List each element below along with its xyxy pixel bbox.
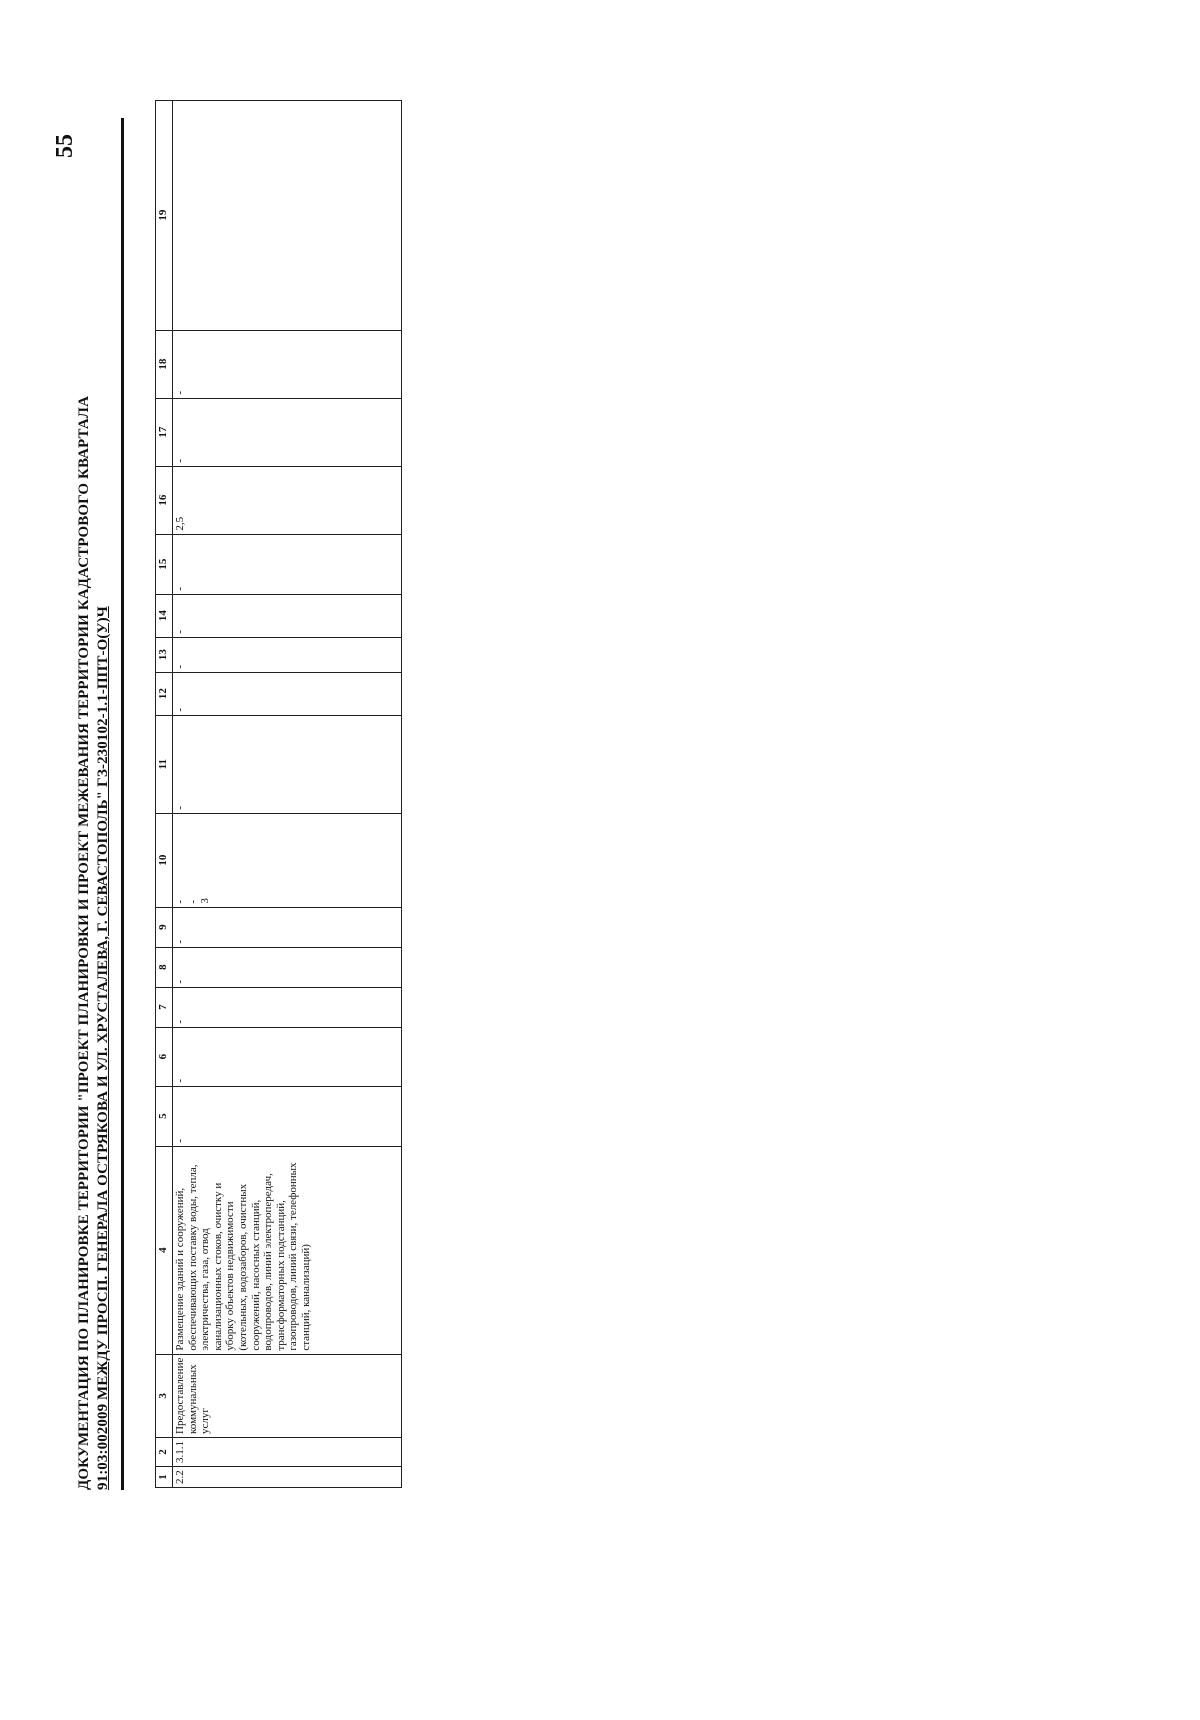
header-line-1: ДОКУМЕНТАЦИЯ ПО ПЛАНИРОВКЕ ТЕРРИТОРИИ "ПРОЕКТ ПЛАНИРОВКИ И ПРОЕКТ МЕЖЕВАНИЯ ТЕРРИТОРИИ КАДАСТРОВОГО КВАРТАЛА <box>76 396 92 1490</box>
cell-row-number: 2.2 <box>173 1467 402 1488</box>
col-header: 3 <box>156 1354 173 1437</box>
col-header: 7 <box>156 987 173 1027</box>
col-header: 15 <box>156 534 173 594</box>
col-header: 9 <box>156 907 173 947</box>
header-line-2: 91:03:002009 МЕЖДУ ПРОСП. ГЕНЕРАЛА ОСТРЯКОВА И УЛ. ХРУСТАЛЕВА, Г. СЕВАСТОПОЛЬ" ГЗ-230102-1.1-ППТ-О(У)Ч <box>95 606 111 1490</box>
cell-col-7: - <box>173 987 402 1027</box>
col-header: 18 <box>156 330 173 398</box>
cell-col-8: - <box>173 947 402 987</box>
cell-col-10-value: - <box>174 899 186 904</box>
cell-col-16: 2,5 <box>173 466 402 534</box>
cell-col-15: - <box>173 534 402 594</box>
cell-description: Размещение зданий и сооружений, обеспечивающих поставку воды, тепла, электричества, газа, отвод канализационных стоков, очистку и уборку объектов недвижимости (котельных, водозаборов, очистных сооружений, насосных станций, водопроводов, линий электропередач, трансформаторных подстанций, газопроводов, линий связи, телефонных станций, канализаций) <box>173 1146 402 1354</box>
cell-col-10-value: - <box>186 899 199 904</box>
col-header: 16 <box>156 466 173 534</box>
cell-col-18: - <box>173 330 402 398</box>
col-header: 19 <box>156 100 173 330</box>
cell-col-12: - <box>173 672 402 715</box>
col-header: 5 <box>156 1086 173 1146</box>
col-header: 8 <box>156 947 173 987</box>
table-row <box>173 100 402 1487</box>
cell-code: 3.1.1 <box>173 1438 402 1467</box>
col-header: 6 <box>156 1027 173 1086</box>
col-header: 10 <box>156 813 173 907</box>
col-header: 11 <box>156 715 173 813</box>
cell-col-14: - <box>173 594 402 637</box>
page-number: 55 <box>52 134 78 158</box>
col-header: 4 <box>156 1146 173 1354</box>
column-number-row <box>156 100 173 1487</box>
col-header: 13 <box>156 637 173 672</box>
cell-col-19 <box>173 100 402 330</box>
cell-col-9: - <box>173 907 402 947</box>
header-rule <box>121 118 124 1490</box>
cell-col-17: - <box>173 398 402 466</box>
col-header: 1 <box>156 1467 173 1488</box>
col-header: 12 <box>156 672 173 715</box>
cell-use-type: Предоставление коммунальных услуг <box>173 1354 402 1437</box>
cell-col-10 <box>173 813 402 907</box>
cell-col-6: - <box>173 1027 402 1086</box>
cell-col-10-value: 3 <box>199 898 212 904</box>
cell-col-13: - <box>173 637 402 672</box>
cell-col-5: - <box>173 1086 402 1146</box>
cell-col-11: - <box>173 715 402 813</box>
col-header: 17 <box>156 398 173 466</box>
document-header <box>75 90 113 1490</box>
col-header: 2 <box>156 1438 173 1467</box>
col-header: 14 <box>156 594 173 637</box>
zoning-table <box>155 100 402 1488</box>
